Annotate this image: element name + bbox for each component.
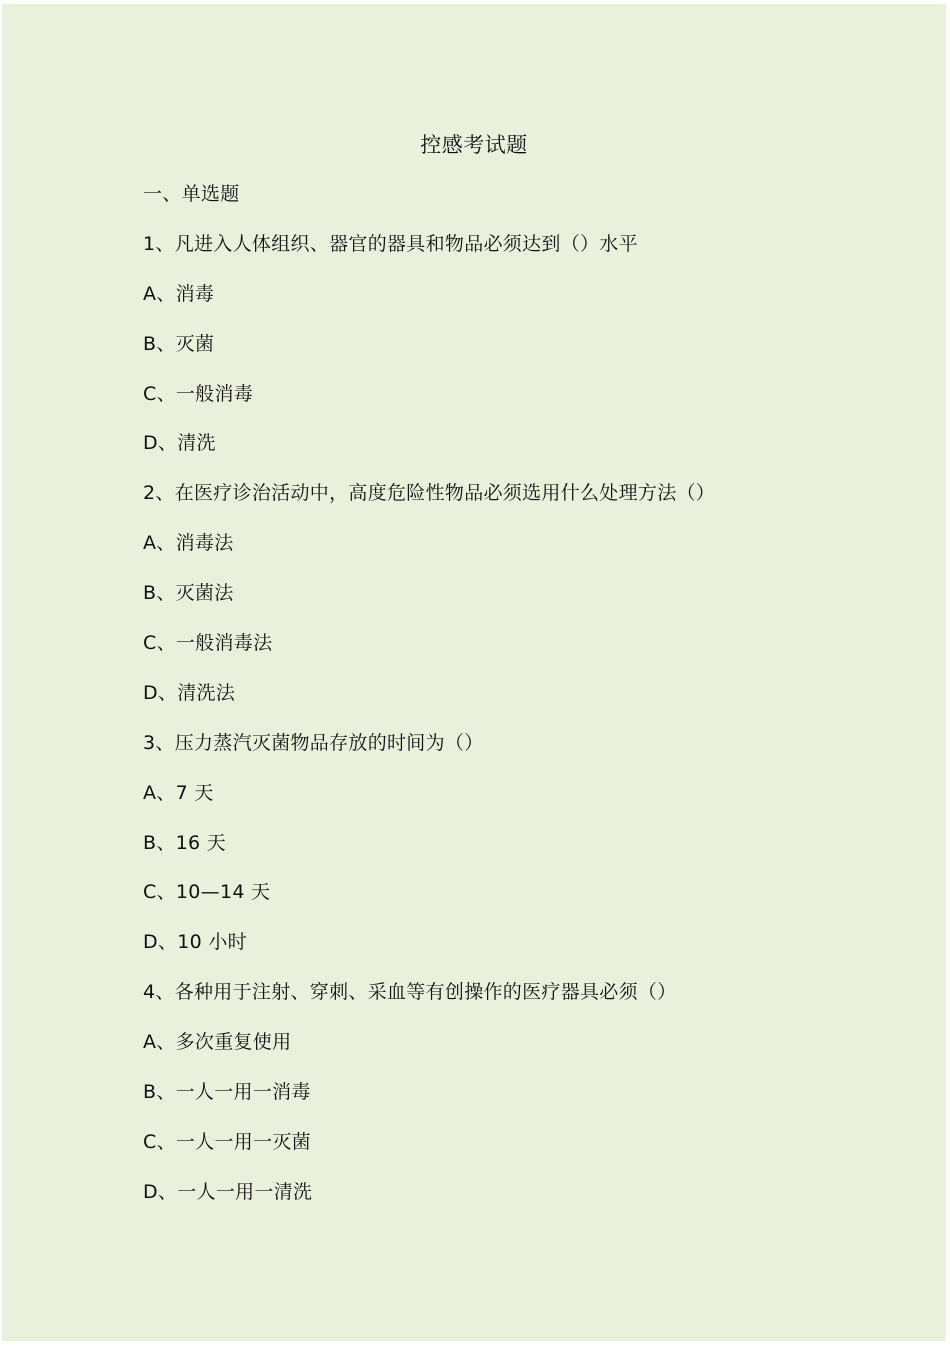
question-stem: 3、压力蒸汽灭菌物品存放的时间为（） [143, 731, 484, 754]
section-heading: 一、单选题 [143, 183, 240, 205]
option-c: C、一般消毒法 [143, 632, 273, 655]
option-a: A、消毒 [143, 282, 215, 305]
option-d: D、清洗 [143, 432, 216, 455]
option-d: D、10 小时 [143, 931, 247, 954]
question-stem: 4、各种用于注射、穿刺、采血等有创操作的医疗器具必须（） [143, 981, 677, 1004]
document-body [143, 179, 903, 1227]
question-2 [143, 478, 903, 727]
option-c: C、一般消毒 [143, 382, 254, 405]
question-stem: 2、在医疗诊治活动中，高度危险性物品必须选用什么处理方法（） [143, 482, 716, 505]
option-c: C、一人一用一灭菌 [143, 1130, 311, 1153]
question-3 [143, 728, 903, 977]
option-d: D、一人一用一清洗 [143, 1180, 313, 1203]
option-d: D、清洗法 [143, 681, 236, 704]
document-page [2, 4, 946, 1341]
question-4 [143, 977, 903, 1226]
option-c: C、10—14 天 [143, 881, 271, 904]
document-title: 控感考试题 [420, 133, 528, 157]
option-a: A、消毒法 [143, 532, 234, 555]
question-1 [143, 229, 903, 478]
option-a: A、7 天 [143, 781, 214, 804]
question-stem: 1、凡进入人体组织、器官的器具和物品必须达到（）水平 [143, 232, 638, 255]
option-b: B、16 天 [143, 831, 227, 854]
option-b: B、一人一用一消毒 [143, 1081, 311, 1104]
option-b: B、灭菌法 [143, 582, 234, 605]
option-a: A、多次重复使用 [143, 1031, 292, 1054]
option-b: B、灭菌 [143, 332, 215, 355]
